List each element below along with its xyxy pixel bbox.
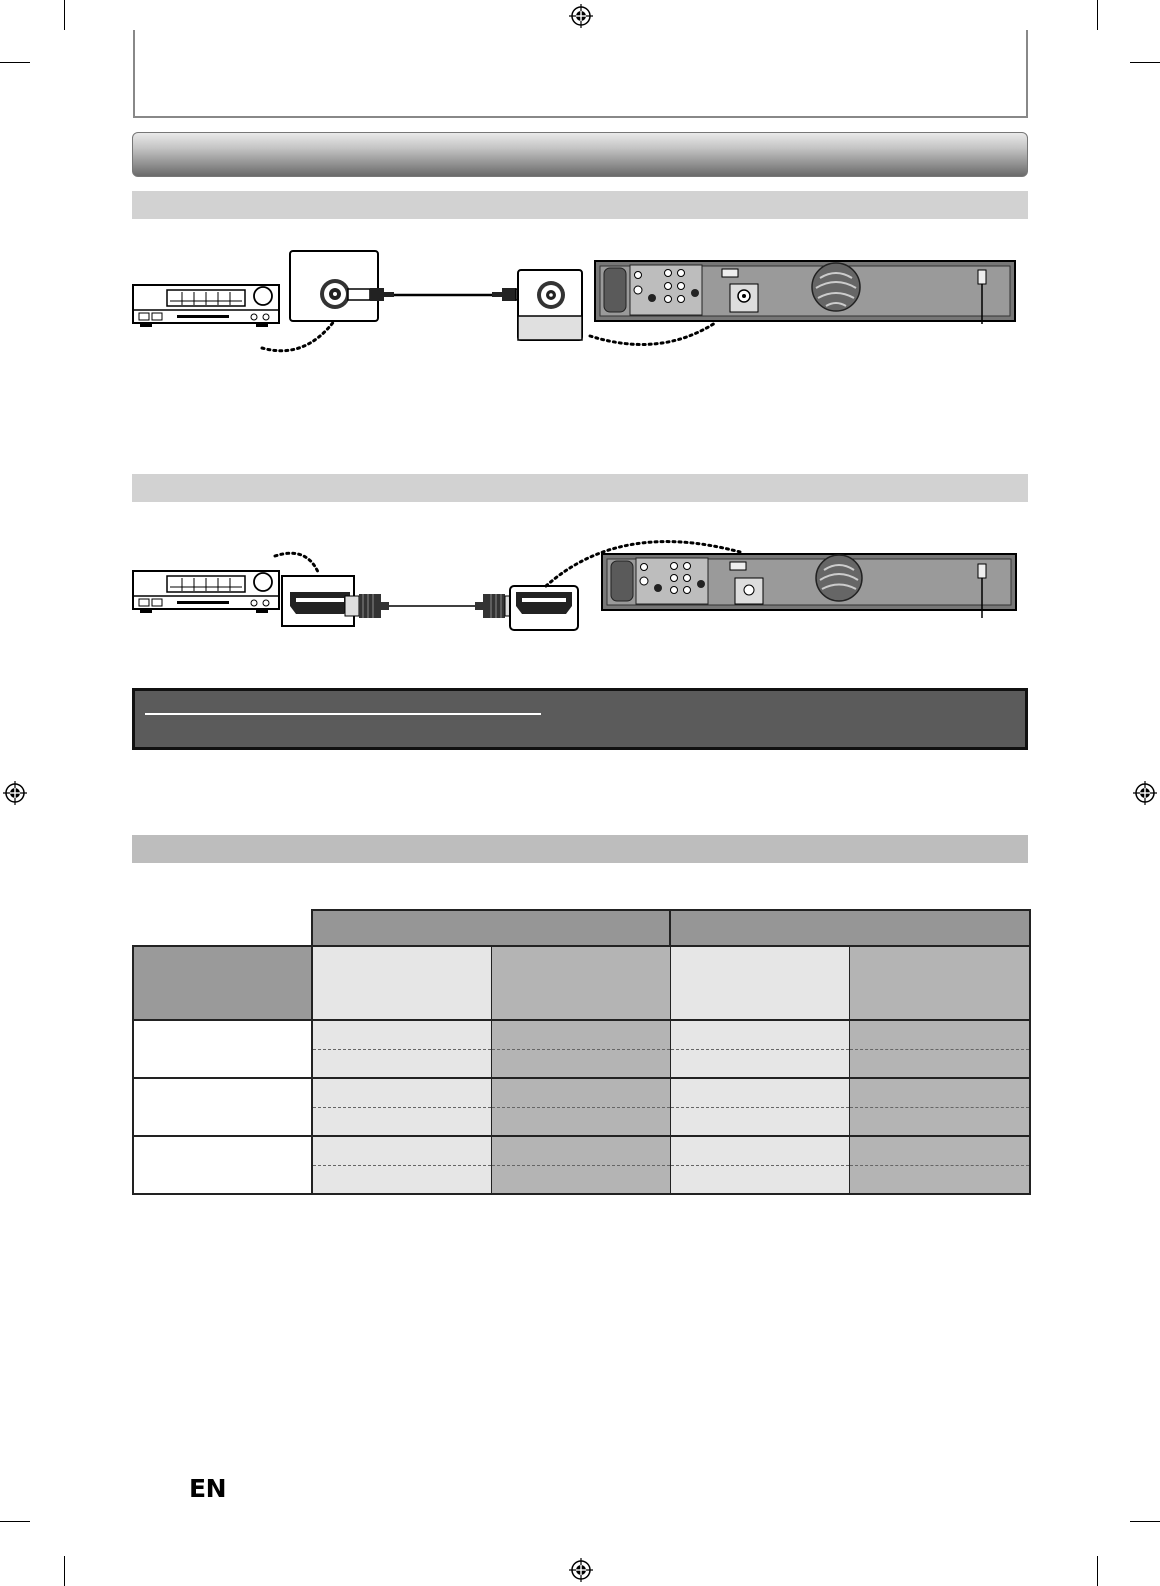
crop-mark bbox=[0, 1521, 30, 1522]
hdmi-connection-diagram bbox=[130, 530, 1030, 645]
table-cell bbox=[312, 1020, 491, 1049]
crosshair-circle-icon bbox=[3, 781, 27, 805]
av-receiver-icon bbox=[133, 285, 279, 327]
table-cell bbox=[312, 1078, 491, 1107]
table-cell bbox=[849, 1049, 1030, 1078]
crop-mark bbox=[64, 0, 65, 30]
table-cell bbox=[849, 1136, 1030, 1165]
table-cell bbox=[670, 1049, 849, 1078]
table-cell bbox=[491, 1165, 670, 1194]
table-row bbox=[133, 1020, 1030, 1049]
hdmi-plug-icon bbox=[345, 594, 389, 618]
recorder-rear-panel-icon bbox=[602, 554, 1016, 618]
hdmi-jack-icon bbox=[510, 586, 578, 630]
coaxial-digital-jack-icon bbox=[518, 270, 582, 340]
crosshair-circle-icon bbox=[569, 4, 593, 28]
table-subheader bbox=[849, 946, 1030, 1020]
table-cell bbox=[670, 1020, 849, 1049]
table-subheader-row bbox=[133, 946, 1030, 1020]
table-cell bbox=[491, 1136, 670, 1165]
table-cell bbox=[670, 1136, 849, 1165]
table-subheader bbox=[491, 946, 670, 1020]
note-underline bbox=[145, 713, 541, 715]
table-cell bbox=[312, 1165, 491, 1194]
table-row-label bbox=[133, 1136, 312, 1194]
table-cell bbox=[491, 1107, 670, 1136]
crop-mark bbox=[64, 1556, 65, 1586]
section-bar-table bbox=[132, 835, 1028, 863]
table-cell bbox=[312, 1107, 491, 1136]
crop-mark bbox=[1097, 1556, 1098, 1586]
av-receiver-icon bbox=[133, 571, 279, 613]
table-cell bbox=[849, 1078, 1030, 1107]
table-cell bbox=[491, 1078, 670, 1107]
table-cell bbox=[491, 1049, 670, 1078]
crop-mark bbox=[1130, 62, 1160, 63]
table-row bbox=[133, 1078, 1030, 1107]
table-cell bbox=[312, 1049, 491, 1078]
note-box bbox=[132, 688, 1028, 750]
audio-output-table bbox=[132, 909, 1031, 1195]
table-corner bbox=[133, 910, 312, 946]
coaxial-digital-jack-icon bbox=[290, 251, 378, 321]
table-group-header bbox=[312, 910, 670, 946]
table-cell bbox=[849, 1107, 1030, 1136]
header-frame bbox=[133, 30, 1028, 118]
table-cell bbox=[849, 1165, 1030, 1194]
language-label: EN bbox=[189, 1474, 227, 1503]
crosshair-circle-icon bbox=[1133, 781, 1157, 805]
table-cell bbox=[312, 1136, 491, 1165]
recorder-rear-panel-icon bbox=[595, 261, 1015, 324]
table-subheader bbox=[312, 946, 491, 1020]
table-row-label bbox=[133, 1020, 312, 1078]
crop-mark bbox=[1130, 1521, 1160, 1522]
rca-plug-icon bbox=[348, 288, 394, 301]
table-cell bbox=[849, 1020, 1030, 1049]
table-cell bbox=[670, 1165, 849, 1194]
table-row-header bbox=[133, 946, 312, 1020]
table-row-label bbox=[133, 1078, 312, 1136]
table-group-header bbox=[670, 910, 1030, 946]
table-subheader bbox=[670, 946, 849, 1020]
table-group-header-row bbox=[133, 910, 1030, 946]
crop-mark bbox=[0, 62, 30, 63]
section-bar-hdmi bbox=[132, 474, 1028, 502]
hdmi-jack-icon bbox=[282, 576, 354, 626]
table-cell bbox=[670, 1107, 849, 1136]
table-row bbox=[133, 1136, 1030, 1165]
table-cell bbox=[670, 1078, 849, 1107]
chapter-title-bar bbox=[132, 132, 1028, 177]
crosshair-circle-icon bbox=[569, 1558, 593, 1582]
crop-mark bbox=[1097, 0, 1098, 30]
section-bar-coaxial bbox=[132, 191, 1028, 219]
coaxial-connection-diagram bbox=[130, 248, 1030, 363]
table-cell bbox=[491, 1020, 670, 1049]
